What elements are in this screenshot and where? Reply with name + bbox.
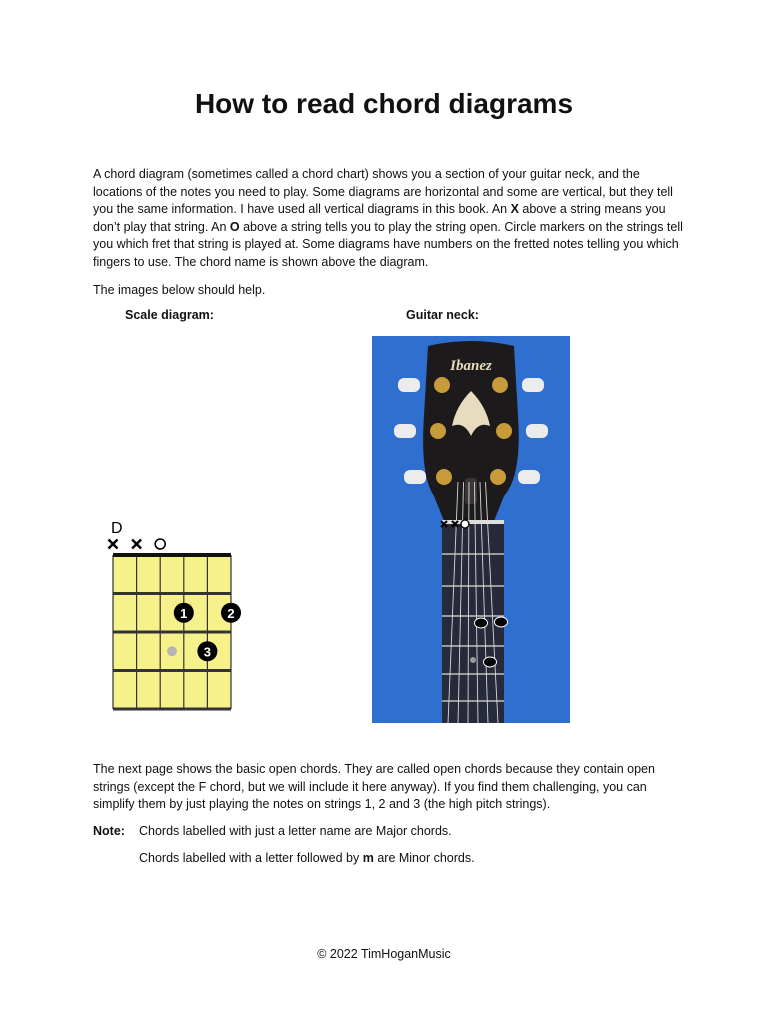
intro-text-3: above a string tells you to play the string open. Circle markers on the strings tell you which fret that string is played at. Some diagrams have numbers on the fretted notes telling you which fingers to use. The chord name is shown above the diagram. <box>93 219 683 269</box>
intro-text-2: above a string means you don’t play that string. An <box>93 202 666 234</box>
finger-number: 3 <box>203 644 212 660</box>
neck-finger-dot <box>484 657 497 667</box>
guitar-neck-label: Guitar neck: <box>406 308 479 322</box>
fret-inlay-dot <box>167 646 177 656</box>
note-text-minor-b: are Minor chords. <box>373 851 475 865</box>
intro-paragraph <box>93 166 683 271</box>
note-line-2 <box>93 850 475 868</box>
x-symbol: X <box>510 202 519 216</box>
chord-name: D <box>111 520 123 537</box>
note-text-minor-a: Chords labelled with a letter followed by <box>139 851 363 865</box>
neck-open-mark <box>461 520 469 528</box>
nut <box>442 520 504 524</box>
intro-text-1: A chord diagram (sometimes called a chord chart) shows you a section of your guitar neck, and the locations of the notes you need to play. Some diagrams are horizontal and some are vertical, but they tell you the same information. I have used all vertical diagrams in this book. An <box>93 167 673 216</box>
note-label: Note: <box>93 824 125 838</box>
images-intro: The images below should help. <box>93 283 266 297</box>
neck-finger-dot <box>475 618 488 628</box>
chord-grid <box>109 539 242 709</box>
open-chords-paragraph: The next page shows the basic open chords. They are called open chords because they contain open strings (except the F chord, but we will include it here anyway). If you find them challenging, you can simplify them by just playing the notes on strings 1, 2 and 3 (the high pitch strings). <box>93 762 655 811</box>
finger-number: 1 <box>180 605 188 621</box>
scale-diagram-label: Scale diagram: <box>125 308 214 322</box>
neck-inlay <box>470 657 476 663</box>
copyright-footer: © 2022 TimHoganMusic <box>317 947 451 961</box>
chord-diagram <box>100 515 250 720</box>
page-title: How to read chord diagrams <box>194 88 574 119</box>
guitar-neck-photo <box>372 336 570 723</box>
string-open-mark <box>155 539 165 549</box>
o-symbol: O <box>229 219 240 234</box>
brand-logo: Ibanez <box>450 358 492 374</box>
note-line-1 <box>93 823 452 841</box>
neck-finger-dot <box>495 617 508 627</box>
minor-m-symbol: m <box>362 851 374 865</box>
finger-number: 2 <box>227 605 235 621</box>
note-text-major: Chords labelled with just a letter name are Major chords. <box>139 824 452 838</box>
